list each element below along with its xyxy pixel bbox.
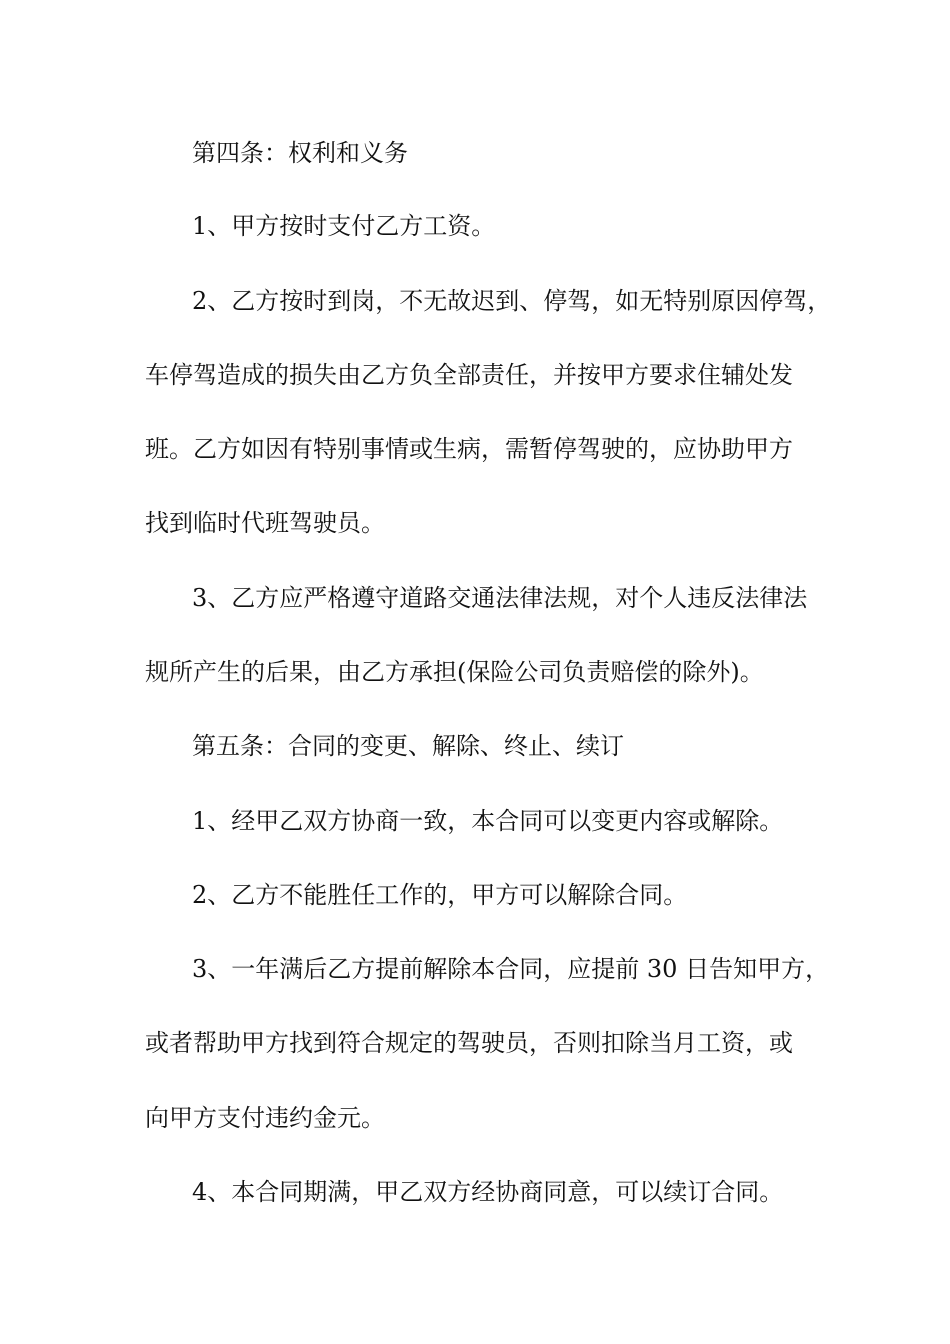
paragraph-line: 4、本合同期满，甲乙双方经协商同意，可以续订合同。 — [192, 1178, 784, 1206]
paragraph-line: 2、乙方按时到岗，不无故迟到、停驾，如无特别原因停驾， — [192, 287, 832, 315]
paragraph-line: 1、经甲乙双方协商一致，本合同可以变更内容或解除。 — [192, 807, 784, 835]
paragraph-line: 2、乙方不能胜任工作的，甲方可以解除合同。 — [192, 881, 688, 909]
paragraph-line: 3、一年满后乙方提前解除本合同，应提前 30 日告知甲方， — [192, 955, 830, 983]
paragraph-line: 规所产生的后果，由乙方承担(保险公司负责赔偿的除外)。 — [145, 658, 764, 686]
paragraph-line: 3、乙方应严格遵守道路交通法律法规，对个人违反法律法 — [192, 584, 808, 612]
paragraph-line: 或者帮助甲方找到符合规定的驾驶员，否则扣除当月工资，或 — [145, 1029, 793, 1057]
paragraph-line: 1、甲方按时支付乙方工资。 — [192, 212, 496, 240]
paragraph-line: 向甲方支付违约金元。 — [145, 1104, 385, 1132]
section-heading-4: 第四条：权利和义务 — [192, 139, 408, 167]
section-heading-5: 第五条：合同的变更、解除、终止、续订 — [192, 732, 624, 760]
paragraph-line: 班。乙方如因有特别事情或生病，需暂停驾驶的，应协助甲方 — [145, 435, 793, 463]
paragraph-line: 找到临时代班驾驶员。 — [145, 509, 385, 537]
paragraph-line: 车停驾造成的损失由乙方负全部责任，并按甲方要求住辅处发 — [145, 361, 793, 389]
